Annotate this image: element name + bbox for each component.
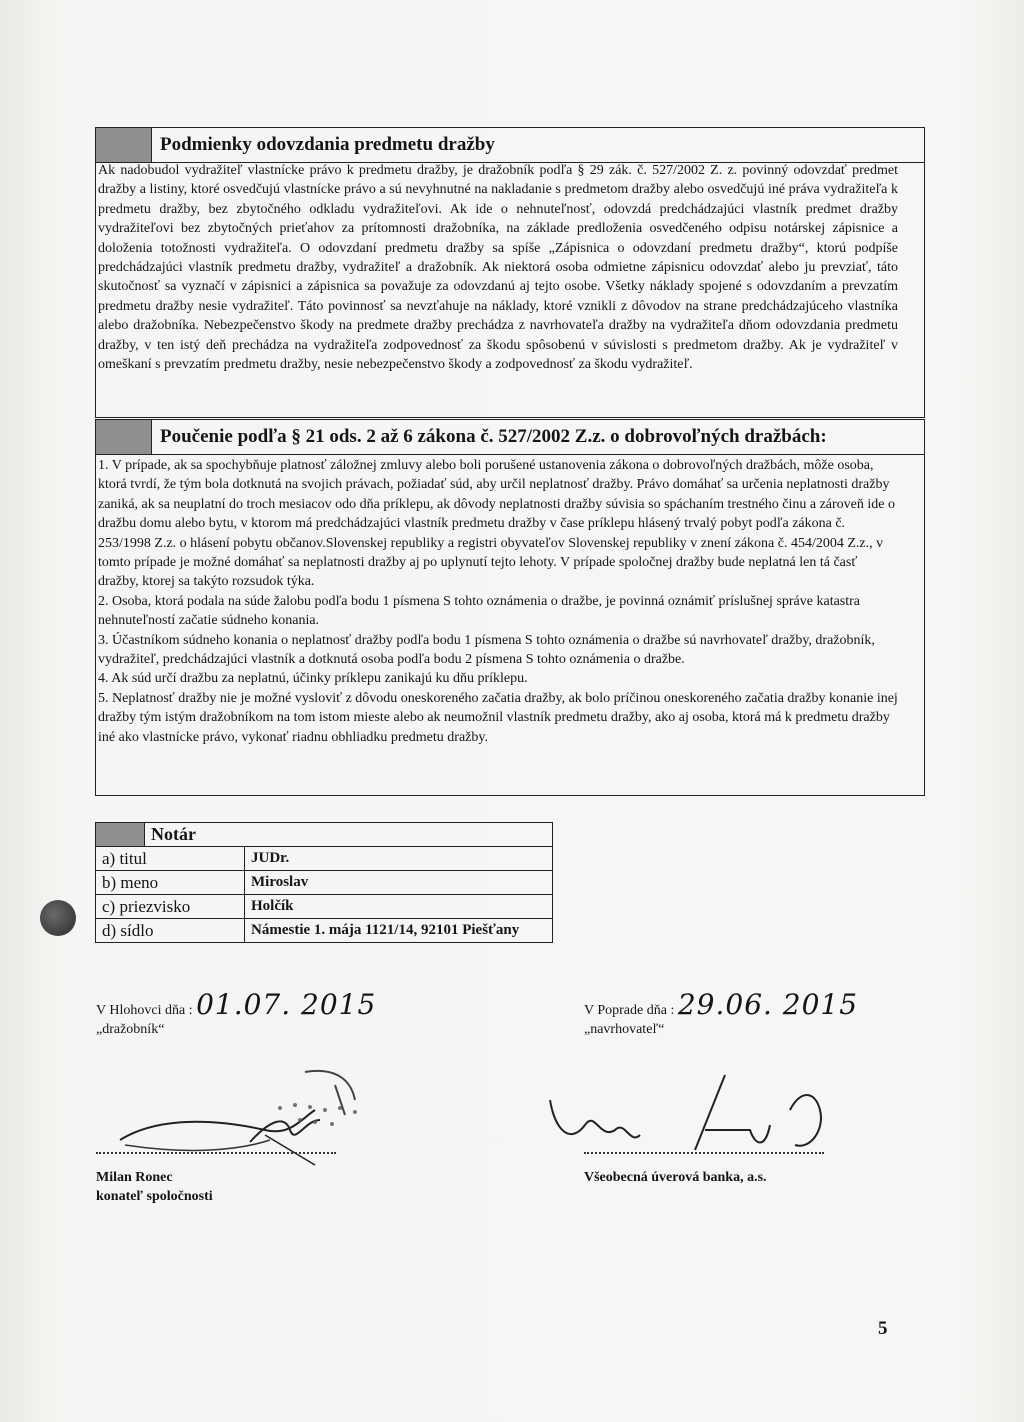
- instruction-item-5: 5. Neplatnosť dražby nie je možné vysloviť z dôvodu oneskoreného začatia dražby, ak bolo príčinou oneskoreného začatia dražby konanie inej dražby tým istým dražobníkom na tom istom mieste alebo ak neumožnil vlastník predmetu dražby, ako aj osoba, ktorá má k predmetu dražby iné ako vlastnícke právo, vykonať riadnu obhliadku predmetu dražby.: [98, 690, 898, 745]
- right-signatures-graphic: [530, 1070, 840, 1165]
- notary-header-row: [96, 823, 553, 847]
- notary-label-name: b) meno: [96, 871, 245, 895]
- instruction-item-2: 2. Osoba, ktorá podala na súde žalobu podľa bodu 1 písmena S tohto oznámenia o dražbe, je povinná oznámiť príslušnej správe katastra nehnuteľností začatie súdneho konania.: [98, 593, 861, 629]
- section-conditions-text: [98, 161, 898, 374]
- right-signatory: [584, 1168, 767, 1187]
- section-marker: [96, 128, 152, 162]
- left-place-date-label: V Hlohovci dňa :: [96, 1003, 193, 1018]
- section-marker: [96, 823, 145, 847]
- notary-label-surname: c) priezvisko: [96, 895, 245, 919]
- notary-label-seat: d) sídlo: [96, 919, 245, 943]
- right-role: „navrhovateľ“: [584, 1022, 665, 1037]
- notary-row: [96, 919, 553, 943]
- signature-block-right: [584, 988, 859, 1039]
- instruction-item-4: 4. Ak súd určí dražbu za neplatnú, účinky príklepu zanikajú ku dňu príklepu.: [98, 671, 528, 687]
- left-signatory-name: Milan Ronec: [96, 1170, 173, 1185]
- notary-value-name: Miroslav: [245, 871, 553, 895]
- left-signature-line: [96, 1152, 336, 1154]
- section-conditions-header: [95, 127, 925, 163]
- notary-row: [96, 871, 553, 895]
- notary-label-title: a) titul: [96, 847, 245, 871]
- right-place-date-label: V Poprade dňa :: [584, 1003, 675, 1018]
- right-signatory-name: Všeobecná úverová banka, a.s.: [584, 1170, 767, 1185]
- right-handwritten-date: 29.06. 2015: [677, 988, 859, 1021]
- right-signature-line: [584, 1152, 824, 1154]
- instruction-item-1: 1. V prípade, ak sa spochybňuje platnosť záložnej zmluvy alebo boli porušené ustanovenia zákona o dobrovoľných dražbách, môže osoba, ktorá tvrdí, že tým bola dotknutá na svojich právach, požiadať súd, aby určil neplatnosť dražby. Právo domáhať sa určenia neplatnosti dražby zaniká, ak sa neuplatní do troch mesiacov odo dňa príklepu, ak dôvody neplatnosti dražby súvisia so spáchaním trestného činu a zároveň ide o dražbu domu alebo bytu, v ktorom má predchádzajúci vlastník predmetu dražby v čase príklepu hlásený trvalý pobyt podľa zákona č. 253/1998 Z.z. o hlásení pobytu občanov.Slovenskej republiky a registri obyvateľov Slovenskej republiky v znení zákona č. 454/2004 Z.z., v tomto prípade je možné domáhať sa neplatnosti dražby aj po uplynutí tejto lehoty. V prípade spoločnej dražby bude neplatná len tá časť dražby, ktorej sa takýto rozsudok týka.: [98, 458, 895, 590]
- instruction-item-3: 3. Účastníkom súdneho konania o neplatnosť dražby podľa bodu 1 písmena S tohto oznámenia o dražbe sú navrhovateľ dražby, dražobník, vydražiteľ, predchádzajúci vlastník a dotknutá osoba podľa bodu 2 písmena S tohto oznámenia o dražbe.: [98, 632, 875, 668]
- section-instruction-header: [95, 419, 925, 455]
- notary-value-surname: Holčík: [245, 895, 553, 919]
- notary-title: Notár: [145, 823, 553, 847]
- instruction-list: [98, 456, 898, 747]
- notary-row: [96, 847, 553, 871]
- section-marker: [96, 420, 152, 454]
- left-role: „dražobník“: [96, 1022, 165, 1037]
- notary-value-title: JUDr.: [245, 847, 553, 871]
- notary-row: [96, 895, 553, 919]
- notary-table: [95, 822, 553, 943]
- page-number: 5: [878, 1318, 888, 1339]
- binder-hole-mark: [40, 900, 76, 936]
- left-handwritten-date: 01.07. 2015: [196, 988, 377, 1021]
- left-signatory-title: konateľ spoločnosti: [96, 1189, 213, 1204]
- conditions-paragraph: Ak nadobudol vydražiteľ vlastnícke právo k predmetu dražby, je dražobník podľa § 29 zák. č. 527/2002 Z. z. povinný odovzdať predmet dražby a listiny, ktoré osvedčujú vlastnícke právo a sú nevyhnutné na nakladanie s predmetom dražby alebo osvedčujú iné práva vydražiteľa k predmetu dražby, bez zbytočného odkladu vydražiteľovi. Ak ide o nehnuteľnosť, odovzdá predchádzajúci vlastník predmet dražby vydražiteľovi bez zbytočných prieťahov za prítomnosti dražobníka, na základe predloženia osvedčeného odpisu notárskej zápisnice a doloženia totožnosti vydražiteľa. O odovzdaní predmetu dražby sa spíše „Zápisnica o odovzdaní predmetu dražby“, ktorú podpíše predchádzajúci vlastník predmetu dražby, vydražiteľ a dražobník. Ak niektorá osoba odmietne zápisnicu odovzdať alebo ju prevziať, táto skutočnosť sa vyznačí v zápisnici a zápisnica sa považuje za odovzdanú aj tejto osobe. Všetky náklady spojené s odovzdaním a prevzatím predmetu dražby nesie vydražiteľ. Táto povinnosť sa nevzťahuje na náklady, ktoré vznikli z dôvodov na strane predchádzajúceho vlastníka alebo dražobníka. Nebezpečenstvo škody na predmete dražby prechádza z navrhovateľa dražby na vydražiteľa dňom odovzdania predmetu dražby, v ten istý deň prechádza na vydražiteľa zodpovednosť za škodu spôsobenú v súvislosti s predmetom dražby. Ak je vydražiteľ v omeškaní s prevzatím predmetu dražby, nesie nebezpečenstvo škody a zodpovednosť za škodu vydražiteľ.: [98, 163, 898, 373]
- signature-block-left: [96, 988, 377, 1039]
- notary-value-seat: Námestie 1. mája 1121/14, 92101 Piešťany: [245, 919, 553, 943]
- section-instruction-title: Poučenie podľa § 21 ods. 2 až 6 zákona č. 527/2002 Z.z. o dobrovoľných dražbách:: [160, 426, 827, 447]
- section-conditions-title: Podmienky odovzdania predmetu dražby: [160, 134, 495, 155]
- left-signatory: [96, 1168, 213, 1206]
